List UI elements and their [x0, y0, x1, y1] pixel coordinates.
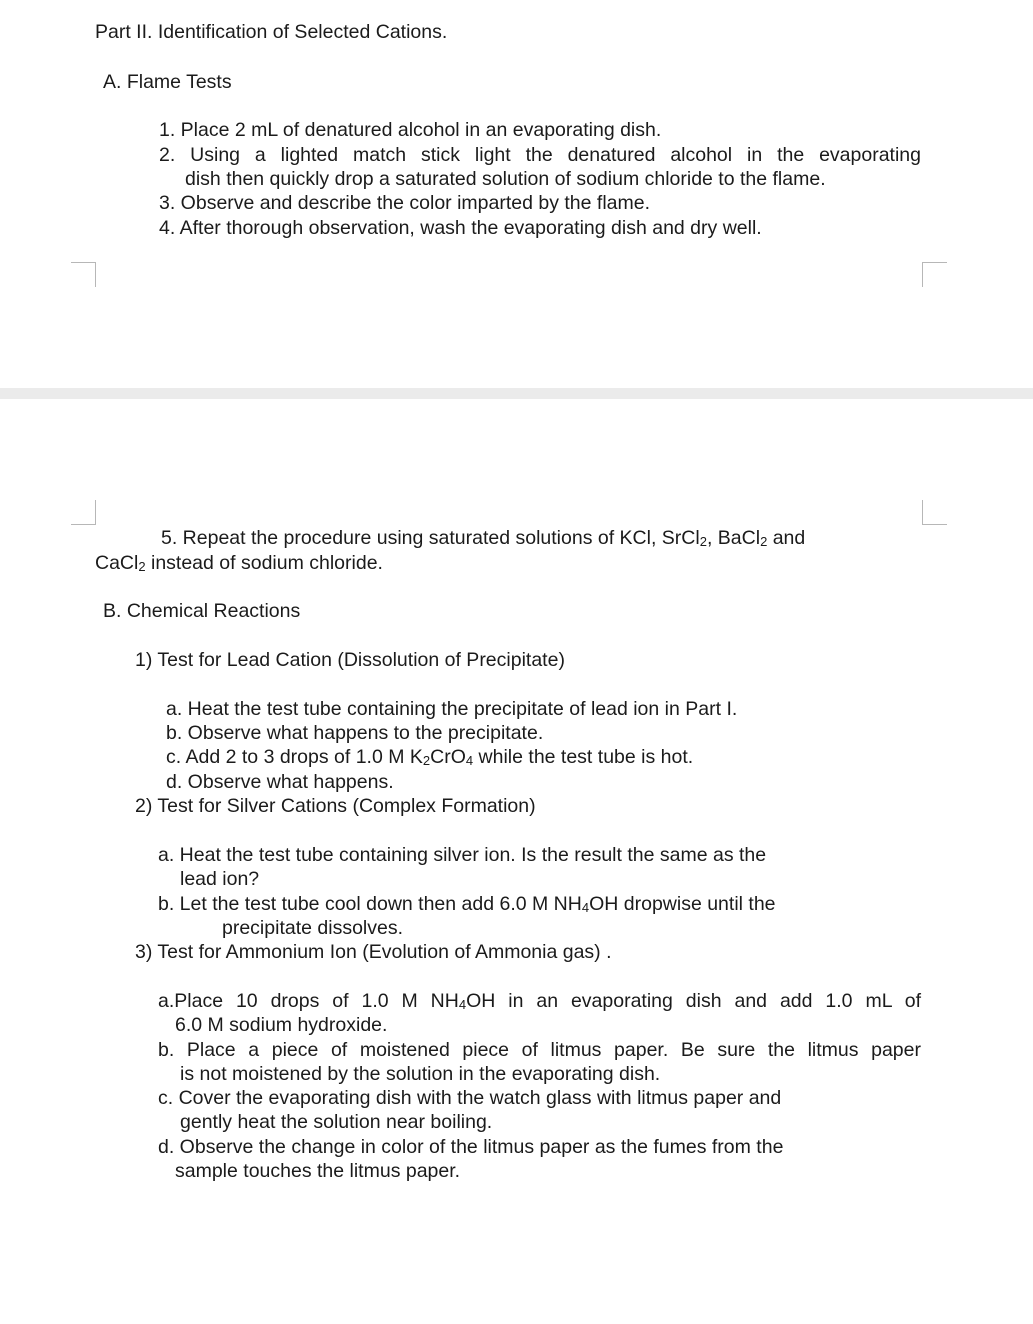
test-3-step-d-cont: sample touches the litmus paper. — [175, 1160, 461, 1182]
test-1-step-d: d. Observe what happens. — [166, 771, 394, 793]
test-2-step-a: a. Heat the test tube containing silver ion. Is the result the same as the — [158, 844, 767, 866]
flame-step-5-cont: CaCl$_2$ instead of sodium chloride. — [95, 552, 383, 574]
flame-step-2: 2. Using a lighted match stick light the denatured alcohol in the evaporating — [159, 144, 921, 166]
part-title: Part II. Identification of Selected Cations. — [95, 21, 448, 43]
page-break — [0, 388, 1033, 399]
test-3-step-c: c. Cover the evaporating dish with the watch glass with litmus paper and — [158, 1087, 782, 1109]
page-corner-mark — [922, 262, 947, 287]
test-3-title: 3) Test for Ammonium Ion (Evolution of Ammonia gas) . — [135, 941, 612, 963]
test-1-step-a: a. Heat the test tube containing the precipitate of lead ion in Part I. — [166, 698, 738, 720]
section-b-heading: B. Chemical Reactions — [103, 600, 301, 622]
flame-step-1: 1. Place 2 mL of denatured alcohol in an evaporating dish. — [159, 119, 662, 141]
test-1-step-c: c. Add 2 to 3 drops of 1.0 M $K_2CrO_4$ while the test tube is hot. — [166, 746, 694, 768]
page-corner-mark — [71, 500, 96, 525]
test-3-step-b: b. Place a piece of moistened piece of litmus paper. Be sure the litmus paper — [158, 1039, 921, 1061]
flame-step-2-cont: dish then quickly drop a saturated solution of sodium chloride to the flame. — [185, 168, 826, 190]
test-3-step-d: d. Observe the change in color of the litmus paper as the fumes from the — [158, 1136, 784, 1158]
test-3-step-c-cont: gently heat the solution near boiling. — [180, 1111, 493, 1133]
test-2-step-b-cont: precipitate dissolves. — [222, 917, 404, 939]
test-2-title: 2) Test for Silver Cations (Complex Formation) — [135, 795, 536, 817]
page-corner-mark — [922, 500, 947, 525]
flame-step-4: 4. After thorough observation, wash the evaporating dish and dry well. — [159, 217, 762, 239]
flame-step-5: 5. Repeat the procedure using saturated solutions of KCl, SrCl$_2$, BaCl$_2$ and — [161, 527, 806, 549]
test-2-step-b: b. Let the test tube cool down then add 6.0 M $NH_4OH$ dropwise until the — [158, 893, 776, 915]
section-a-heading: A. Flame Tests — [103, 71, 232, 93]
test-1-step-b: b. Observe what happens to the precipitate. — [166, 722, 544, 744]
page-corner-mark — [71, 262, 96, 287]
test-1-title: 1) Test for Lead Cation (Dissolution of Precipitate) — [135, 649, 565, 671]
test-3-step-b-cont: is not moistened by the solution in the evaporating dish. — [180, 1063, 661, 1085]
test-3-step-a-cont: 6.0 M sodium hydroxide. — [175, 1014, 388, 1036]
test-2-step-a-cont: lead ion? — [180, 868, 260, 890]
test-3-step-a: a.Place 10 drops of 1.0 M $NH_4OH$ in an evaporating dish and add 1.0 mL of — [158, 990, 921, 1012]
flame-step-3: 3. Observe and describe the color imparted by the flame. — [159, 192, 651, 214]
